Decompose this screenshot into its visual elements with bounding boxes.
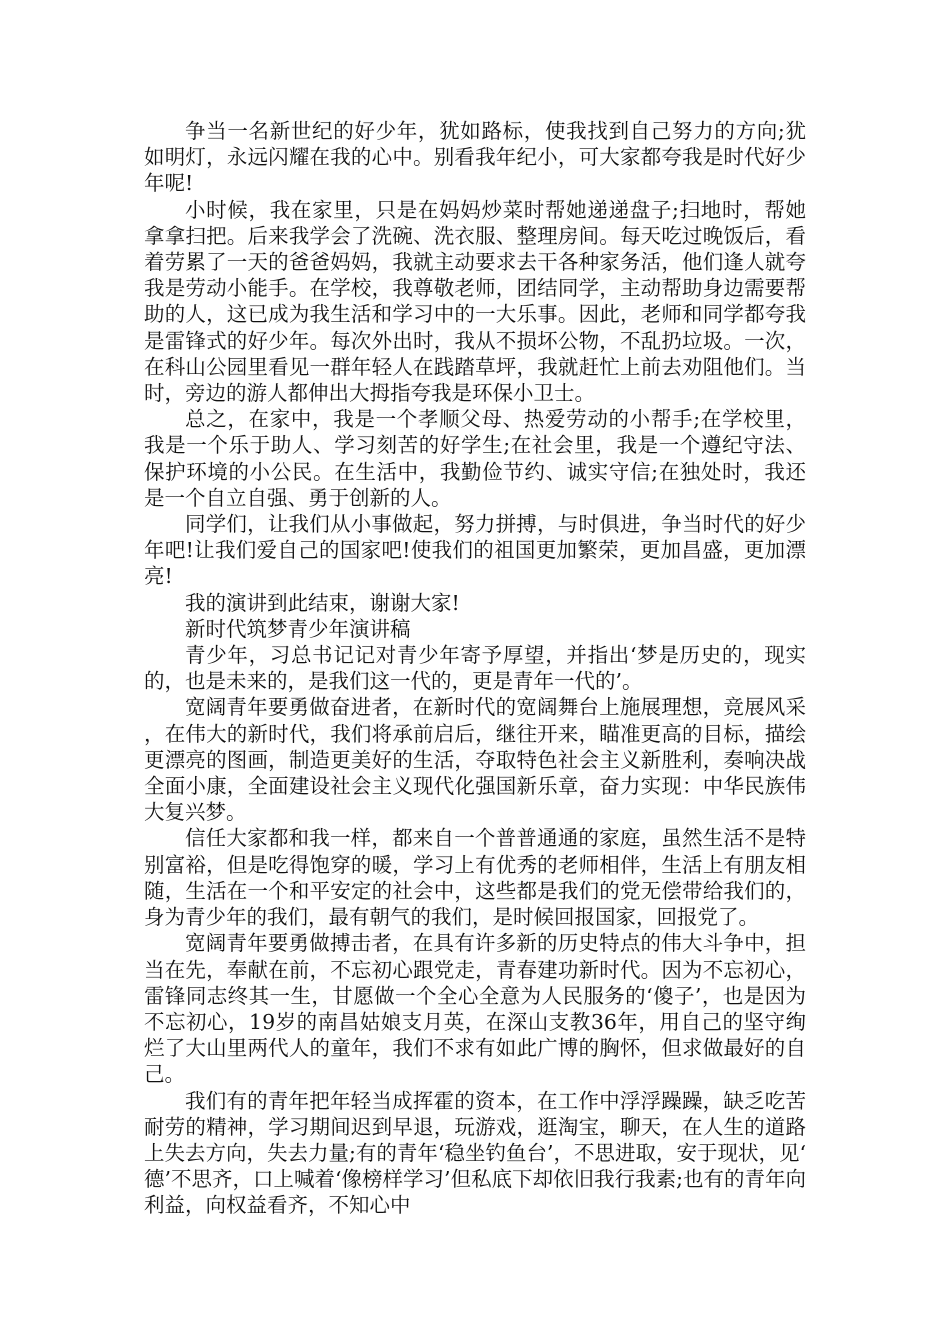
paragraph-1: 争当一名新世纪的好少年，犹如路标，使我找到自己努力的方向;犹如明灯，永远闪耀在我的心中。别看我年纪小，可大家都夸我是时代好少年呢! xyxy=(144,119,806,196)
paragraph-9: 信任大家都和我一样，都来自一个普普通通的家庭，虽然生活不是特别富裕，但是吃得饱穿的暖，学习上有优秀的老师相伴，生活上有朋友相随，生活在一个和平安定的社会中，这些都是我们的党无偿带给我们的，身为青少年的我们，最有朝气的我们，是时候回报国家，回报党了。 xyxy=(144,826,806,930)
paragraph-10: 宽阔青年要勇做搏击者，在具有许多新的历史特点的伟大斗争中，担当在先，奉献在前，不忘初心跟党走，青春建功新时代。因为不忘初心，雷锋同志终其一生，甘愿做一个全心全意为人民服务的‘傻子’，也是因为不忘初心，19岁的南昌姑娘支月英，在深山支教36年，用自己的坚守绚烂了大山里两代人的童年，我们不求有如此广博的胸怀，但求做最好的自己。 xyxy=(144,931,806,1087)
paragraph-5: 我的演讲到此结束，谢谢大家! xyxy=(185,590,460,615)
paragraph-11: 我们有的青年把年轻当成挥霍的资本，在工作中浮浮躁躁，缺乏吃苦耐劳的精神，学习期间迟到早退，玩游戏，逛淘宝，聊天，在人生的道路上失去方向，失去力量;有的青年‘稳坐钓鱼台’，不思进取，安于现状，见‘德’不思齐，口上喊着‘像榜样学习’但私底下却依旧我行我素;也有的青年向利益，向权益看齐，不知心中 xyxy=(144,1088,806,1218)
paragraph-2: 小时候，我在家里，只是在妈妈炒菜时帮她递递盘子;扫地时，帮她拿拿扫把。后来我学会了洗碗、洗衣服、整理房间。每天吃过晚饭后，看着劳累了一天的爸爸妈妈，我就主动要求去干各种家务活，他们逢人就夸我是劳动小能手。在学校，我尊敬老师，团结同学，主动帮助身边需要帮助的人，这已成为我生活和学习中的一大乐事。因此，老师和同学都夸我是雷锋式的好少年。每次外出时，我从不损坏公物，不乱扔垃圾。一次，在科山公园里看见一群年轻人在践踏草坪，我就赶忙上前去劝阻他们。当时，旁边的游人都伸出大拇指夸我是环保小卫士。 xyxy=(144,197,806,406)
paragraph-8: 宽阔青年要勇做奋进者，在新时代的宽阔舞台上施展理想，竞展风采，在伟大的新时代，我们将承前启后，继往开来，瞄准更高的目标，描绘更漂亮的图画，制造更美好的生活，夺取特色社会主义新胜利，奏响决战全面小康，全面建设社会主义现代化强国新乐章，奋力实现：中华民族伟大复兴梦。 xyxy=(144,695,806,825)
section-title: 新时代筑梦青少年演讲稿 xyxy=(185,616,411,641)
paragraph-4: 同学们，让我们从小事做起，努力拼搏，与时俱进，争当时代的好少年吧!让我们爱自己的国家吧!使我们的祖国更加繁荣，更加昌盛，更加漂亮! xyxy=(144,512,806,589)
paragraph-7: 青少年，习总书记记对青少年寄予厚望，并指出‘梦是历史的，现实的，也是未来的，是我们这一代的，更是青年一代的’。 xyxy=(144,643,806,694)
document-page xyxy=(144,118,806,1219)
paragraph-3: 总之，在家中，我是一个孝顺父母、热爱劳动的小帮手;在学校里，我是一个乐于助人、学习刻苦的好学生;在社会里，我是一个遵纪守法、保护环境的小公民。在生活中，我勤俭节约、诚实守信;在独处时，我还是一个自立自强、勇于创新的人。 xyxy=(144,407,806,510)
